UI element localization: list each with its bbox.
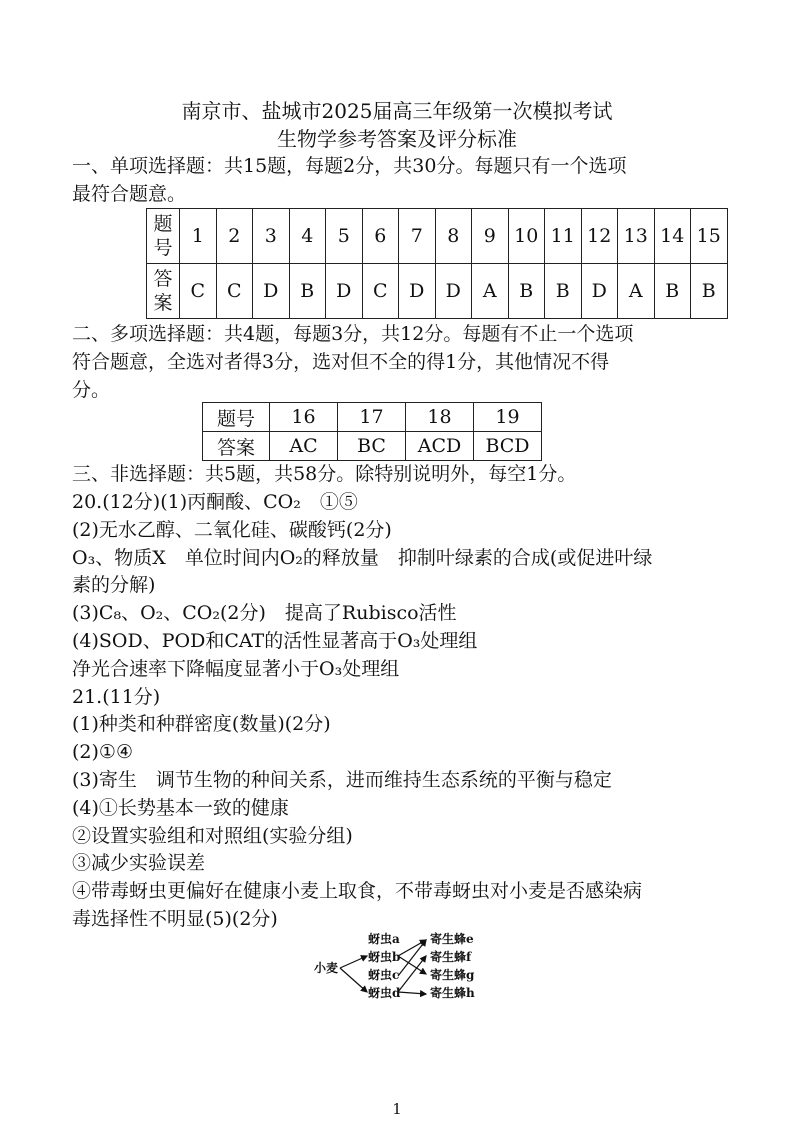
question-number-header: 题号 [203,403,270,432]
answer-line: 毒选择性不明显(5)(2分) [72,908,278,930]
answer-cell: AC [270,432,338,461]
aphid-c-label: 蚜虫c [368,968,400,982]
section2-heading-cont2: 分。 [72,379,111,401]
question-number-cell: 14 [654,209,691,264]
section2-heading: 二、多项选择题：共4题，每题3分，共12分。每题有不止一个选项 [72,323,634,345]
question-number-cell: 8 [435,209,472,264]
aphid-b-label: 蚜虫b [368,950,401,964]
question-number-cell: 7 [399,209,436,264]
question-number-header: 题 号 [147,209,180,264]
section2-heading-cont: 符合题意，全选对者得3分，选对但不全的得1分，其他情况不得 [72,351,610,373]
answer-line: (2)无水乙醇、二氧化硅、碳酸钙(2分) [72,518,392,541]
answer-line: (2)①④ [72,741,133,764]
answer-cell: C [180,264,217,319]
answer-cell: D [581,264,618,319]
question-number-cell: 4 [289,209,326,264]
question-number-cell: 11 [545,209,582,264]
answer-line: 21.(11分) [72,685,161,708]
answer-cell: B [691,264,728,319]
answer-cell: A [472,264,509,319]
answer-line: (4)SOD、POD和CAT的活性显著高于O₃处理组 [72,630,478,652]
answer-line: 净光合速率下降幅度显著小于O₃处理组 [72,657,400,680]
answer-cell: B [289,264,326,319]
answer-cell: B [654,264,691,319]
answer-header: 答 案 [147,264,180,319]
answer-cell: B [545,264,582,319]
answer-line: (3)寄生 调节生物的种间关系，进而维持生态系统的平衡与稳定 [72,769,612,791]
answer-cell: D [399,264,436,319]
answer-line: (1)种类和种群密度(数量)(2分) [72,713,331,736]
question-number-cell: 6 [362,209,399,264]
wasp-h-label: 寄生蜂h [430,986,475,1000]
answer-line: (3)C₈、O₂、CO₂(2分) 提高了Rubisco活性 [72,602,457,625]
food-web-diagram [310,928,510,1008]
question-number-cell: 19 [474,403,542,432]
question-number-cell: 17 [338,403,406,432]
answer-line: ④带毒蚜虫更偏好在健康小麦上取食，不带毒蚜虫对小麦是否感染病 [72,880,643,903]
question-number-cell: 18 [406,403,474,432]
answer-cell: C [362,264,399,319]
answer-cell: B [508,264,545,319]
page-number: 1 [392,1100,402,1118]
question-number-cell: 15 [691,209,728,264]
answer-cell: D [253,264,290,319]
section1-heading-cont: 最符合题意。 [72,183,187,205]
question-number-cell: 9 [472,209,509,264]
section3-heading: 三、非选择题：共5题，共58分。除特别说明外，每空1分。 [72,463,577,485]
answer-line: ③减少实验误差 [72,852,206,875]
answer-line: 素的分解) [72,574,156,597]
answer-line: (4)①长势基本一致的健康 [72,796,289,819]
question-number-cell: 3 [253,209,290,264]
answer-cell: A [618,264,655,319]
answer-header: 答案 [203,432,270,461]
section1-heading: 一、单项选择题：共15题，每题2分，共30分。每题只有一个选项 [72,155,627,177]
question-number-cell: 2 [216,209,253,264]
question-number-cell: 10 [508,209,545,264]
wasp-g-label: 寄生蜂g [430,968,475,982]
answer-cell: D [435,264,472,319]
answer-line: 20.(12分)(1)丙酮酸、CO₂ ①⑤ [72,491,358,513]
wasp-e-label: 寄生蜂e [430,932,474,946]
question-number-cell: 1 [180,209,217,264]
answer-cell: C [216,264,253,319]
exam-title: 南京市、盐城市2025届高三年级第一次模拟考试 [181,99,613,123]
answer-cell: BC [338,432,406,461]
aphid-d-label: 蚜虫d [368,986,401,1000]
answer-line: ②设置实验组和对照组(实验分组) [72,824,353,847]
question-number-cell: 16 [270,403,338,432]
question-number-cell: 5 [326,209,363,264]
question-number-cell: 12 [581,209,618,264]
aphid-a-label: 蚜虫a [368,932,400,946]
wasp-f-label: 寄生蜂f [430,950,472,964]
answer-cell: ACD [406,432,474,461]
answer-cell: D [326,264,363,319]
question-number-cell: 13 [618,209,655,264]
multiple-choice-table [202,402,542,461]
answer-line: O₃、物质X 单位时间内O₂的释放量 抑制叶绿素的合成(或促进叶绿 [72,546,653,569]
answer-cell: BCD [474,432,542,461]
single-choice-table [146,208,728,319]
producer-label: 小麦 [314,961,339,975]
answer-key-title: 生物学参考答案及评分标准 [277,127,517,151]
